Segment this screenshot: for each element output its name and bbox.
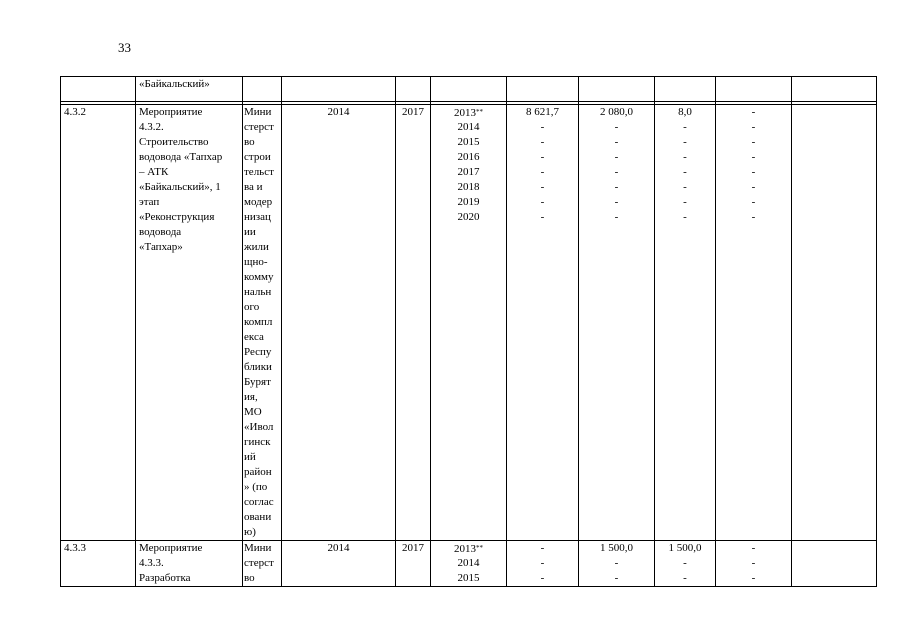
year-line: 2017 <box>457 166 480 178</box>
cell-line: - <box>540 572 545 584</box>
year-footnote-mark: ** <box>476 544 483 552</box>
cell-line: нальн <box>244 286 272 298</box>
cell-line: - <box>614 572 619 584</box>
row-value-4 <box>716 541 792 587</box>
row-start-year: 2014 <box>282 541 396 587</box>
cell-line: - <box>751 211 756 223</box>
cell-line: 4.3.2. <box>139 121 164 133</box>
cell-line: - <box>683 181 687 193</box>
row-code: 4.3.2 <box>61 105 136 541</box>
cell-line: 8 621,7 <box>526 106 559 118</box>
cell-line: 2 080,0 <box>600 106 633 118</box>
cell-line: - <box>614 211 619 223</box>
cell-line: Мини <box>244 542 272 554</box>
cell-line: 8,0 <box>678 106 692 118</box>
row-executor <box>243 541 282 587</box>
table-row <box>61 105 877 541</box>
cell-code <box>61 77 136 102</box>
cell-line: 1 500,0 <box>600 542 633 554</box>
cell-line: соглас <box>244 496 274 508</box>
cell-line: екса <box>244 331 264 343</box>
cell-line: гинск <box>244 436 271 448</box>
cell-line: - <box>751 572 756 584</box>
cell-line: - <box>683 151 687 163</box>
cell-line: во <box>244 136 255 148</box>
program-table <box>60 76 877 587</box>
cell-line: - <box>683 211 687 223</box>
cell-line: - <box>614 136 619 148</box>
name-tail: «Байкальский» <box>139 78 210 90</box>
row-years <box>431 105 507 541</box>
cell-line: » (по <box>244 481 268 493</box>
cell-line: - <box>614 166 619 178</box>
year-line: 2020 <box>457 211 480 223</box>
cell-line: - <box>683 136 687 148</box>
cell-line: Мини <box>244 106 272 118</box>
cell-line: стерст <box>244 557 274 569</box>
cell-line: - <box>614 151 619 163</box>
cell-line: 4.3.3. <box>139 557 164 569</box>
row-value-3 <box>655 541 716 587</box>
cell-line: Мероприятие <box>139 106 203 118</box>
year-line: 2018 <box>457 181 480 193</box>
cell-line: - <box>683 121 687 133</box>
row-value-2 <box>579 541 655 587</box>
row-value-4 <box>716 105 792 541</box>
row-years <box>431 541 507 587</box>
row-executor <box>243 105 282 541</box>
cell-line: тельст <box>244 166 274 178</box>
table-row-top <box>61 77 877 102</box>
cell-line: водовода <box>139 226 182 238</box>
cell-name <box>136 77 243 102</box>
cell-line: низац <box>244 211 271 223</box>
cell-line: - <box>751 542 756 554</box>
cell-line: «Тапхар» <box>139 241 183 253</box>
row-name <box>136 105 243 541</box>
year-line: 2013** <box>454 543 483 555</box>
row-code: 4.3.3 <box>61 541 136 587</box>
cell-line: - <box>683 166 687 178</box>
table-row <box>61 541 877 587</box>
cell-line: во <box>244 572 255 584</box>
cell-line: водовода «Тапхар <box>139 151 223 163</box>
cell-line: Респу <box>244 346 272 358</box>
row-value-3 <box>655 105 716 541</box>
year-line: 2014 <box>457 121 480 133</box>
cell-line: МО <box>244 406 262 418</box>
row-end-year: 2017 <box>396 541 431 587</box>
row-value-1 <box>507 105 579 541</box>
cell-line: Разработка <box>139 572 191 584</box>
cell-line: - <box>540 542 545 554</box>
cell-line: - <box>614 557 619 569</box>
cell-line: - <box>614 181 619 193</box>
cell-line: - <box>540 151 545 163</box>
cell-line: «Ивол <box>244 421 274 433</box>
cell-line: щно- <box>244 256 268 268</box>
cell-line: район <box>244 466 272 478</box>
cell-line: ю) <box>244 526 256 538</box>
row-start-year: 2014 <box>282 105 396 541</box>
cell-line: - <box>751 166 756 178</box>
cell-line: ий <box>244 451 256 463</box>
cell-line: - <box>751 557 756 569</box>
cell-line: модер <box>244 196 273 208</box>
cell-line: - <box>751 151 756 163</box>
cell-line: - <box>540 121 545 133</box>
cell-line: – АТК <box>139 166 169 178</box>
year-line: 2013** <box>454 107 483 119</box>
cell-line: ва и <box>244 181 263 193</box>
cell-line: Бурят <box>244 376 271 388</box>
cell-line: Строительство <box>139 136 209 148</box>
cell-line: комму <box>244 271 274 283</box>
cell-line: - <box>540 211 545 223</box>
cell-line: - <box>540 166 545 178</box>
year-line: 2015 <box>457 572 480 584</box>
cell-line: - <box>683 196 687 208</box>
cell-line: ия, <box>244 391 258 403</box>
cell-line: Мероприятие <box>139 542 203 554</box>
cell-line: - <box>751 181 756 193</box>
cell-line: «Реконструкция <box>139 211 215 223</box>
cell-line: строи <box>244 151 271 163</box>
cell-line: блики <box>244 361 272 373</box>
row-value-2 <box>579 105 655 541</box>
cell-line: ого <box>244 301 260 313</box>
year-line: 2014 <box>457 557 480 569</box>
cell-line: - <box>614 121 619 133</box>
cell-line: - <box>683 572 687 584</box>
cell-line: этап <box>139 196 160 208</box>
cell-line: - <box>540 196 545 208</box>
cell-line: - <box>751 136 756 148</box>
cell-line: - <box>614 196 619 208</box>
year-line: 2019 <box>457 196 480 208</box>
cell-line: овани <box>244 511 272 523</box>
cell-line: - <box>540 136 545 148</box>
page-number: 33 <box>118 40 131 55</box>
cell-line: «Байкальский», 1 <box>139 181 221 193</box>
cell-line: - <box>751 106 756 118</box>
cell-line: жили <box>244 241 269 253</box>
row-value-1 <box>507 541 579 587</box>
cell-line: - <box>751 121 756 133</box>
cell-line: ии <box>244 226 256 238</box>
row-end-year: 2017 <box>396 105 431 541</box>
cell-line: - <box>540 181 545 193</box>
cell-line: стерст <box>244 121 274 133</box>
cell-line: - <box>540 557 545 569</box>
row-name <box>136 541 243 587</box>
year-footnote-mark: ** <box>476 108 483 116</box>
cell-line: - <box>683 557 687 569</box>
cell-line: 1 500,0 <box>668 542 702 554</box>
year-line: 2016 <box>457 151 480 163</box>
cell-line: - <box>751 196 756 208</box>
cell-line: компл <box>244 316 273 328</box>
year-line: 2015 <box>457 136 480 148</box>
